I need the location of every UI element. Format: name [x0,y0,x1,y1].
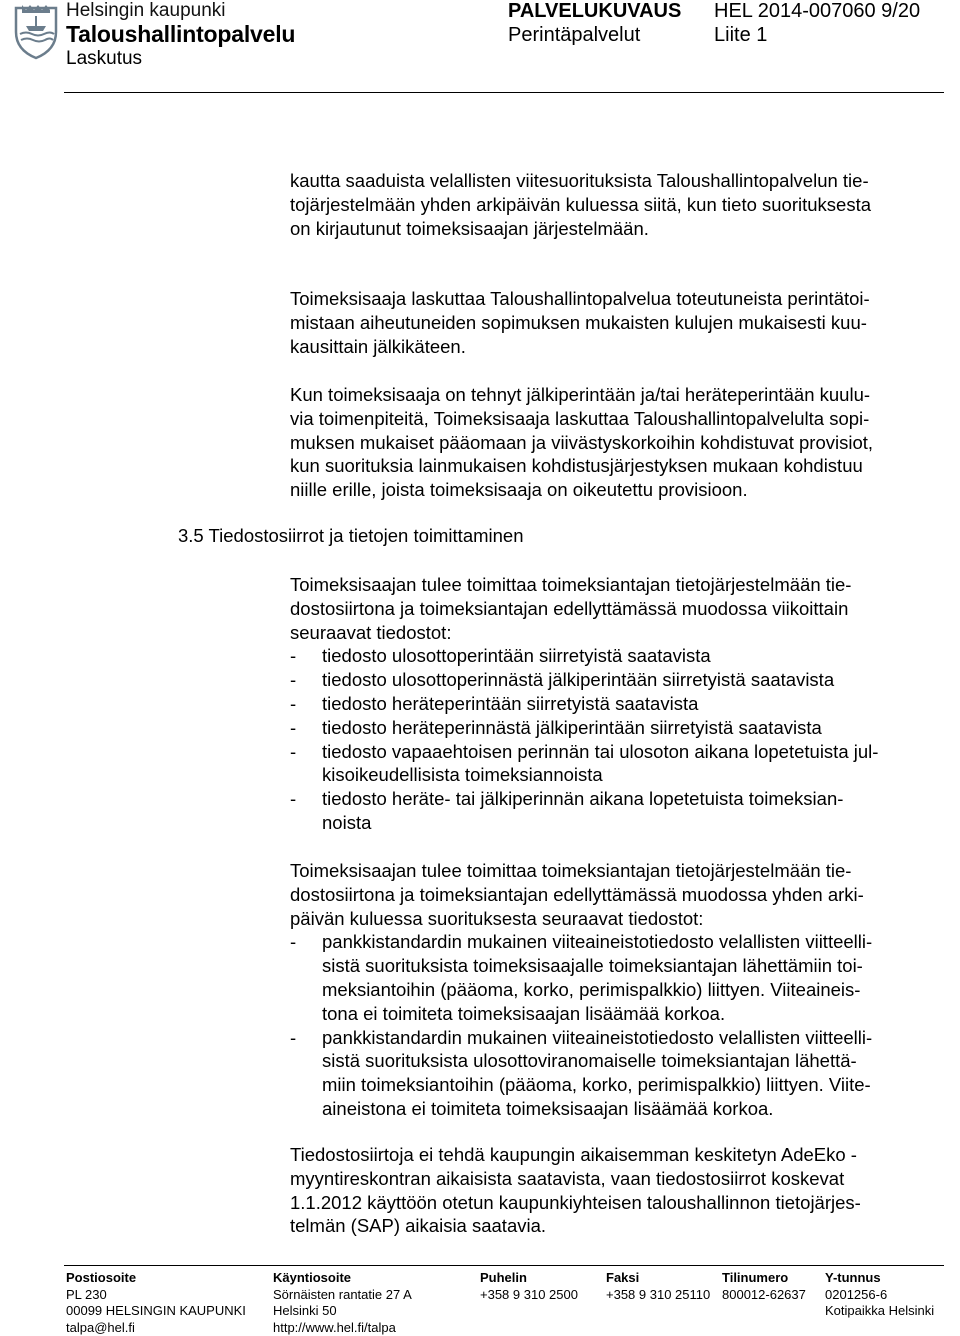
helsinki-crest-icon [12,2,60,60]
text-line: 1.1.2012 käyttöön otetun kaupunkiyhteisen taloushallinnon tietojärjes- [290,1191,945,1215]
department-name: Taloushallintopalvelu [66,21,295,48]
bullet-dash: - [290,644,296,668]
text-line: muksen mukaiset pääomaan ja viivästyskorkoihin kohdistuvat provisiot, [290,431,945,455]
footer-label: Puhelin [480,1270,578,1287]
text-line: on kirjautunut toimeksisaajan järjestelmään. [290,217,945,241]
footer-label: Y-tunnus [825,1270,934,1287]
text-line: tojärjestelmään yhden arkipäivän kuluessa siitä, kun tieto suorituksesta [290,193,945,217]
footer-value: 00099 HELSINGIN KAUPUNKI [66,1303,246,1320]
text-line: noista [322,811,945,835]
footer-website-link[interactable]: http://www.hel.fi/talpa [273,1320,412,1336]
footer-value: 0201256-6 [825,1287,934,1304]
footer-value: Sörnäisten rantatie 27 A [273,1287,412,1304]
document-reference: HEL 2014-007060 9/20 [714,0,920,23]
bullet-dash: - [290,716,296,740]
text-line: dostosiirtona ja toimeksiantajan edellyttämässä muodossa yhden arki- [290,883,945,907]
footer-email-link[interactable]: talpa@hel.fi [66,1320,246,1336]
text-line: kausittain jälkikäteen. [290,335,945,359]
text-line: myyntireskontran aikaisista saatavista, vaan tiedostosiirrot koskevat [290,1167,945,1191]
text-line: tiedosto ulosottoperintään siirretyistä saatavista [322,644,945,668]
list-item [290,787,945,835]
document-type: PALVELUKUVAUS [508,0,681,23]
footer-visiting-address [273,1270,412,1336]
list-item [290,716,945,740]
bullet-dash: - [290,740,296,764]
paragraph-4 [290,573,945,835]
paragraph-3 [290,383,945,502]
header-divider [64,92,944,93]
list-item [290,930,945,1025]
text-line: tiedosto ulosottoperinnästä jälkiperintään siirretyistä saatavista [322,668,945,692]
text-line: via toimenpiteitä, Toimeksisaaja laskuttaa Taloushallintopalvelulta sopi- [290,407,945,431]
paragraph-1 [290,169,945,240]
text-line: tiedosto vapaaehtoisen perinnän tai ulosoton aikana lopetetuista jul- [322,740,945,764]
list-item [290,692,945,716]
text-line: miin toimeksiantoihin (pääoma, korko, perimispalkkio) liittyen. Viite- [322,1073,945,1097]
list-item [290,644,945,668]
text-line: tiedosto heräte- tai jälkiperinnän aikana lopetetuista toimeksian- [322,787,945,811]
text-line: mistaan aiheutuneiden sopimuksen mukaisten kulujen mukaisesti kuu- [290,311,945,335]
list-item [290,1026,945,1121]
text-line: sistä suorituksista ulosottoviranomaiselle toimeksiantajan lähettä- [322,1049,945,1073]
footer-account-number [722,1270,806,1303]
footer-value: Kotipaikka Helsinki [825,1303,934,1320]
text-line: tona ei toimiteta toimeksisaajan lisäämää korkoa. [322,1002,945,1026]
footer-value: Helsinki 50 [273,1303,412,1320]
section-heading: 3.5 Tiedostosiirrot ja tietojen toimittaminen [178,525,524,547]
paragraph-5 [290,859,945,1121]
footer-value: +358 9 310 25110 [606,1287,710,1304]
text-line: Kun toimeksisaaja on tehnyt jälkiperintään ja/tai heräteperintään kuulu- [290,383,945,407]
bullet-dash: - [290,787,296,811]
bullet-dash: - [290,1026,296,1050]
document-unit: Perintäpalvelut [508,24,640,47]
footer-label: Tilinumero [722,1270,806,1287]
text-line: niille erille, joista toimeksisaaja on oikeutettu provisioon. [290,478,945,502]
text-line: dostosiirtona ja toimeksiantajan edellyttämässä muodossa viikoittain [290,597,945,621]
text-line: Toimeksisaajan tulee toimittaa toimeksiantajan tietojärjestelmään tie- [290,573,945,597]
footer-value: +358 9 310 2500 [480,1287,578,1304]
text-line: telmän (SAP) aikaisia saatavia. [290,1214,945,1238]
footer-value: 800012-62637 [722,1287,806,1304]
text-line: tiedosto heräteperintään siirretyistä saatavista [322,692,945,716]
text-line: sistä suorituksista toimeksisaajalle toimeksiantajan lähettämiin toi- [322,954,945,978]
bullet-dash: - [290,930,296,954]
list-item [290,668,945,692]
attachment-label: Liite 1 [714,24,767,47]
text-line: kun suorituksia lainmukaisen kohdistusjärjestyksen mukaan kohdistuu [290,454,945,478]
text-line: Toimeksisaaja laskuttaa Taloushallintopalvelua toteutuneista perintätoi- [290,287,945,311]
text-line: Tiedostosiirtoja ei tehdä kaupungin aikaisemman keskitetyn AdeEko - [290,1143,945,1167]
paragraph-6 [290,1143,945,1238]
text-line: aineistona ei toimiteta toimeksisaajan lisäämää korkoa. [322,1097,945,1121]
text-line: kisoikeudellisista toimeksiannoista [322,763,945,787]
text-line: pankkistandardin mukainen viiteaineistotiedosto velallisten viitteelli- [322,930,945,954]
footer-label: Faksi [606,1270,710,1287]
text-line: seuraavat tiedostot: [290,621,945,645]
footer-label: Postiosoite [66,1270,246,1287]
text-line: päivän kuluessa suorituksesta seuraavat tiedostot: [290,907,945,931]
text-line: meksiantoihin (pääoma, korko, perimispalkkio) liittyen. Viiteaineis- [322,978,945,1002]
footer-postal-address [66,1270,246,1336]
org-name: Helsingin kaupunki [66,0,226,22]
footer-label: Käyntiosoite [273,1270,412,1287]
paragraph-2 [290,287,945,358]
footer-business-id [825,1270,934,1320]
bullet-dash: - [290,692,296,716]
footer-phone [480,1270,578,1303]
text-line: tiedosto heräteperinnästä jälkiperintään siirretyistä saatavista [322,716,945,740]
bullet-dash: - [290,668,296,692]
footer-fax [606,1270,710,1303]
footer-value: PL 230 [66,1287,246,1304]
text-line: Toimeksisaajan tulee toimittaa toimeksiantajan tietojärjestelmään tie- [290,859,945,883]
list-item [290,740,945,788]
text-line: kautta saaduista velallisten viitesuorituksista Taloushallintopalvelun tie- [290,169,945,193]
footer-divider [64,1265,944,1266]
text-line: pankkistandardin mukainen viiteaineistotiedosto velallisten viitteelli- [322,1026,945,1050]
unit-name: Laskutus [66,48,142,70]
